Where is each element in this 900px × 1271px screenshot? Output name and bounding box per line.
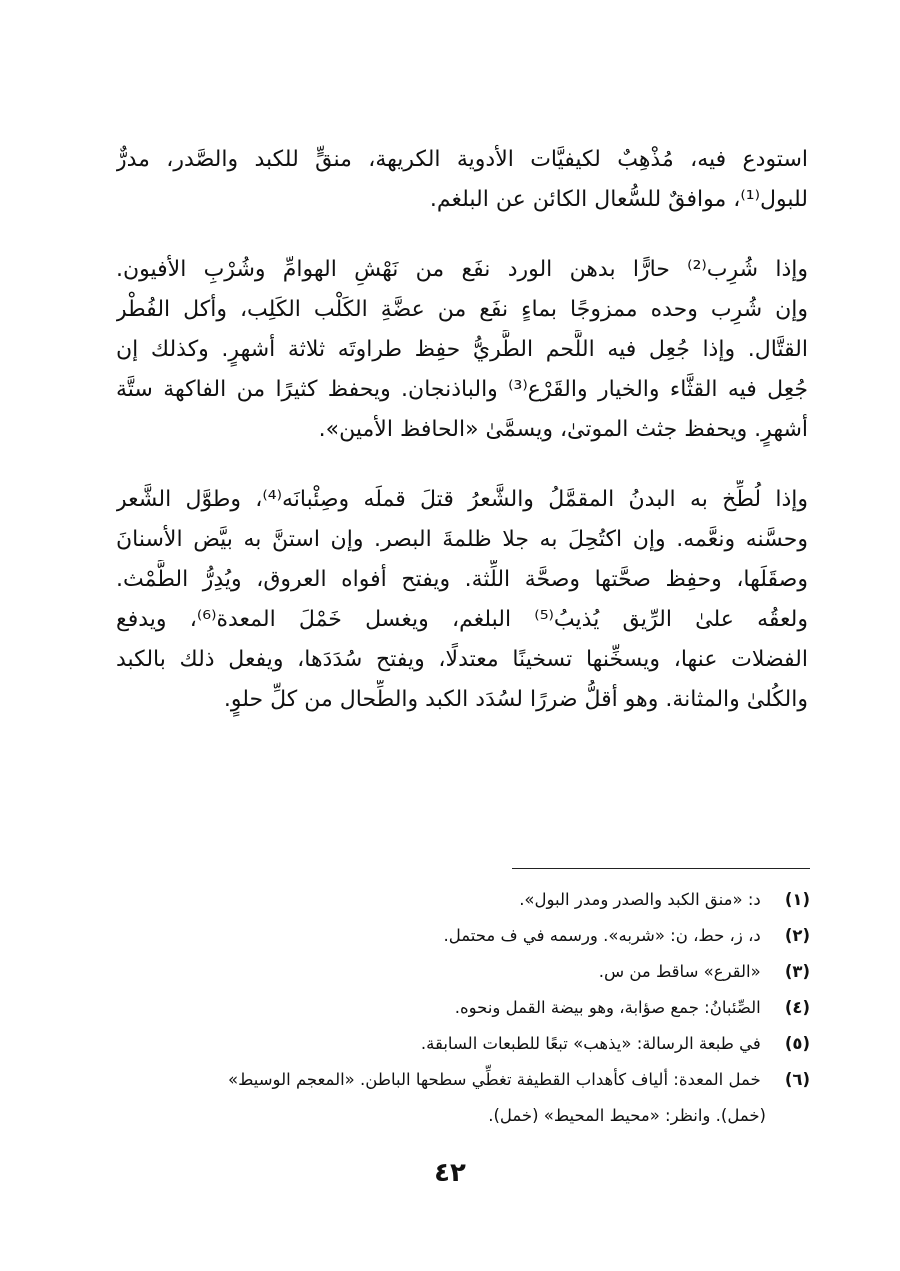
text-line: وإذا لُطِّخ به البدنُ المقمَّلُ والشَّعرُ قتلَ قملَه وصِئْبانَه⁽⁴⁾، وطوَّل الشَّعر — [116, 487, 808, 512]
text-line: الفضلات عنها، ويسخِّنها تسخينًا معتدلًا، ويفتح سُدَدَها، ويفعل ذلك بالكبد — [116, 647, 808, 672]
footnote-text: الصِّئبانُ: جمع صؤابة، وهو بيضة القمل ونحوه. — [454, 998, 761, 1017]
footnote-text: د، ز، حط، ن: «شربه». ورسمه في ف محتمل. — [443, 926, 761, 945]
footnote-number: (٦) — [784, 1070, 810, 1089]
text-line: والكُلىٰ والمثانة. وهو أقلُّ ضررًا لسُدَد الكبد والطِّحال من كلِّ حلوٍ. — [223, 687, 808, 712]
text-line: جُعِل فيه القثَّاء والخيار والقَرْع⁽³⁾ والباذنجان. ويحفظ كثيرًا من الفاكهة ستَّة — [116, 377, 808, 402]
main-text — [116, 140, 808, 750]
footnote-number: (٢) — [784, 926, 810, 945]
paragraph — [116, 140, 808, 220]
text-line: استودع فيه، مُذْهِبٌ لكيفيَّات الأدوية الكريهة، منقٍّ للكبد والصَّدر، مدرٌّ — [116, 147, 808, 172]
footnote — [106, 990, 810, 1026]
text-line: وإذا شُرِب⁽²⁾ حارًّا بدهن الورد نفَع من نَهْشِ الهوامِّ وشُرْبِ الأفيون. — [116, 257, 808, 282]
footnote-text: خمل المعدة: ألياف كأهداب القطيفة تغطِّي سطحها الباطن. «المعجم الوسيط» — [228, 1070, 761, 1089]
text-line: وصقَلَها، وحفِظ صحَّتها وصحَّة اللِّثة. ويفتح أفواه العروق، ويُدِرُّ الطَّمْث. — [116, 567, 808, 592]
text-line: القتَّال. وإذا جُعِل فيه اللَّحم الطَّريُّ حفِظ طراوتَه ثلاثة أشهرٍ. وكذلك إن — [116, 337, 808, 362]
text-line: ولعقُه علىٰ الرِّيق يُذيبُ⁽⁵⁾ البلغم، ويغسل خَمْلَ المعدة⁽⁶⁾، ويدفع — [116, 607, 808, 632]
footnote — [106, 1026, 810, 1062]
text-line: وحسَّنه ونعَّمه. وإن اكتُحِلَ به جلا ظلمةَ البصر. وإن استنَّ به بيَّض الأسنانَ — [116, 527, 808, 552]
footnotes — [106, 882, 810, 1134]
text-line: للبول⁽¹⁾، موافقٌ للسُّعال الكائن عن البلغم. — [429, 187, 808, 212]
footnote-number: (١) — [784, 890, 810, 909]
paragraph — [116, 250, 808, 450]
text-line: وإن شُرِب وحده ممزوجًا بماءٍ نفَع من عضَّةِ الكَلْب الكَلِب، وأكل الفُطْر — [116, 297, 808, 322]
footnote-separator — [512, 868, 810, 869]
page-number: ٤٢ — [434, 1158, 466, 1188]
footnote-continuation: (خمل). وانظر: «محيط المحيط» (خمل). — [488, 1106, 766, 1125]
footnote — [106, 954, 810, 990]
footnote-text: د: «منق الكبد والصدر ومدر البول». — [519, 890, 761, 909]
footnote — [106, 1062, 810, 1098]
footnote — [106, 918, 810, 954]
text-line: أشهرٍ. ويحفظ جثث الموتىٰ، ويسمَّىٰ «الحافظ الأمين». — [318, 417, 808, 442]
footnote — [106, 882, 810, 918]
footnote-number: (٥) — [784, 1034, 810, 1053]
footnote-number: (٣) — [784, 962, 810, 981]
footnote-number: (٤) — [784, 998, 810, 1017]
footnote-text: «القرع» ساقط من س. — [598, 962, 761, 981]
paragraph — [116, 480, 808, 720]
footnote-text: في طبعة الرسالة: «يذهب» تبعًا للطبعات السابقة. — [420, 1034, 761, 1053]
